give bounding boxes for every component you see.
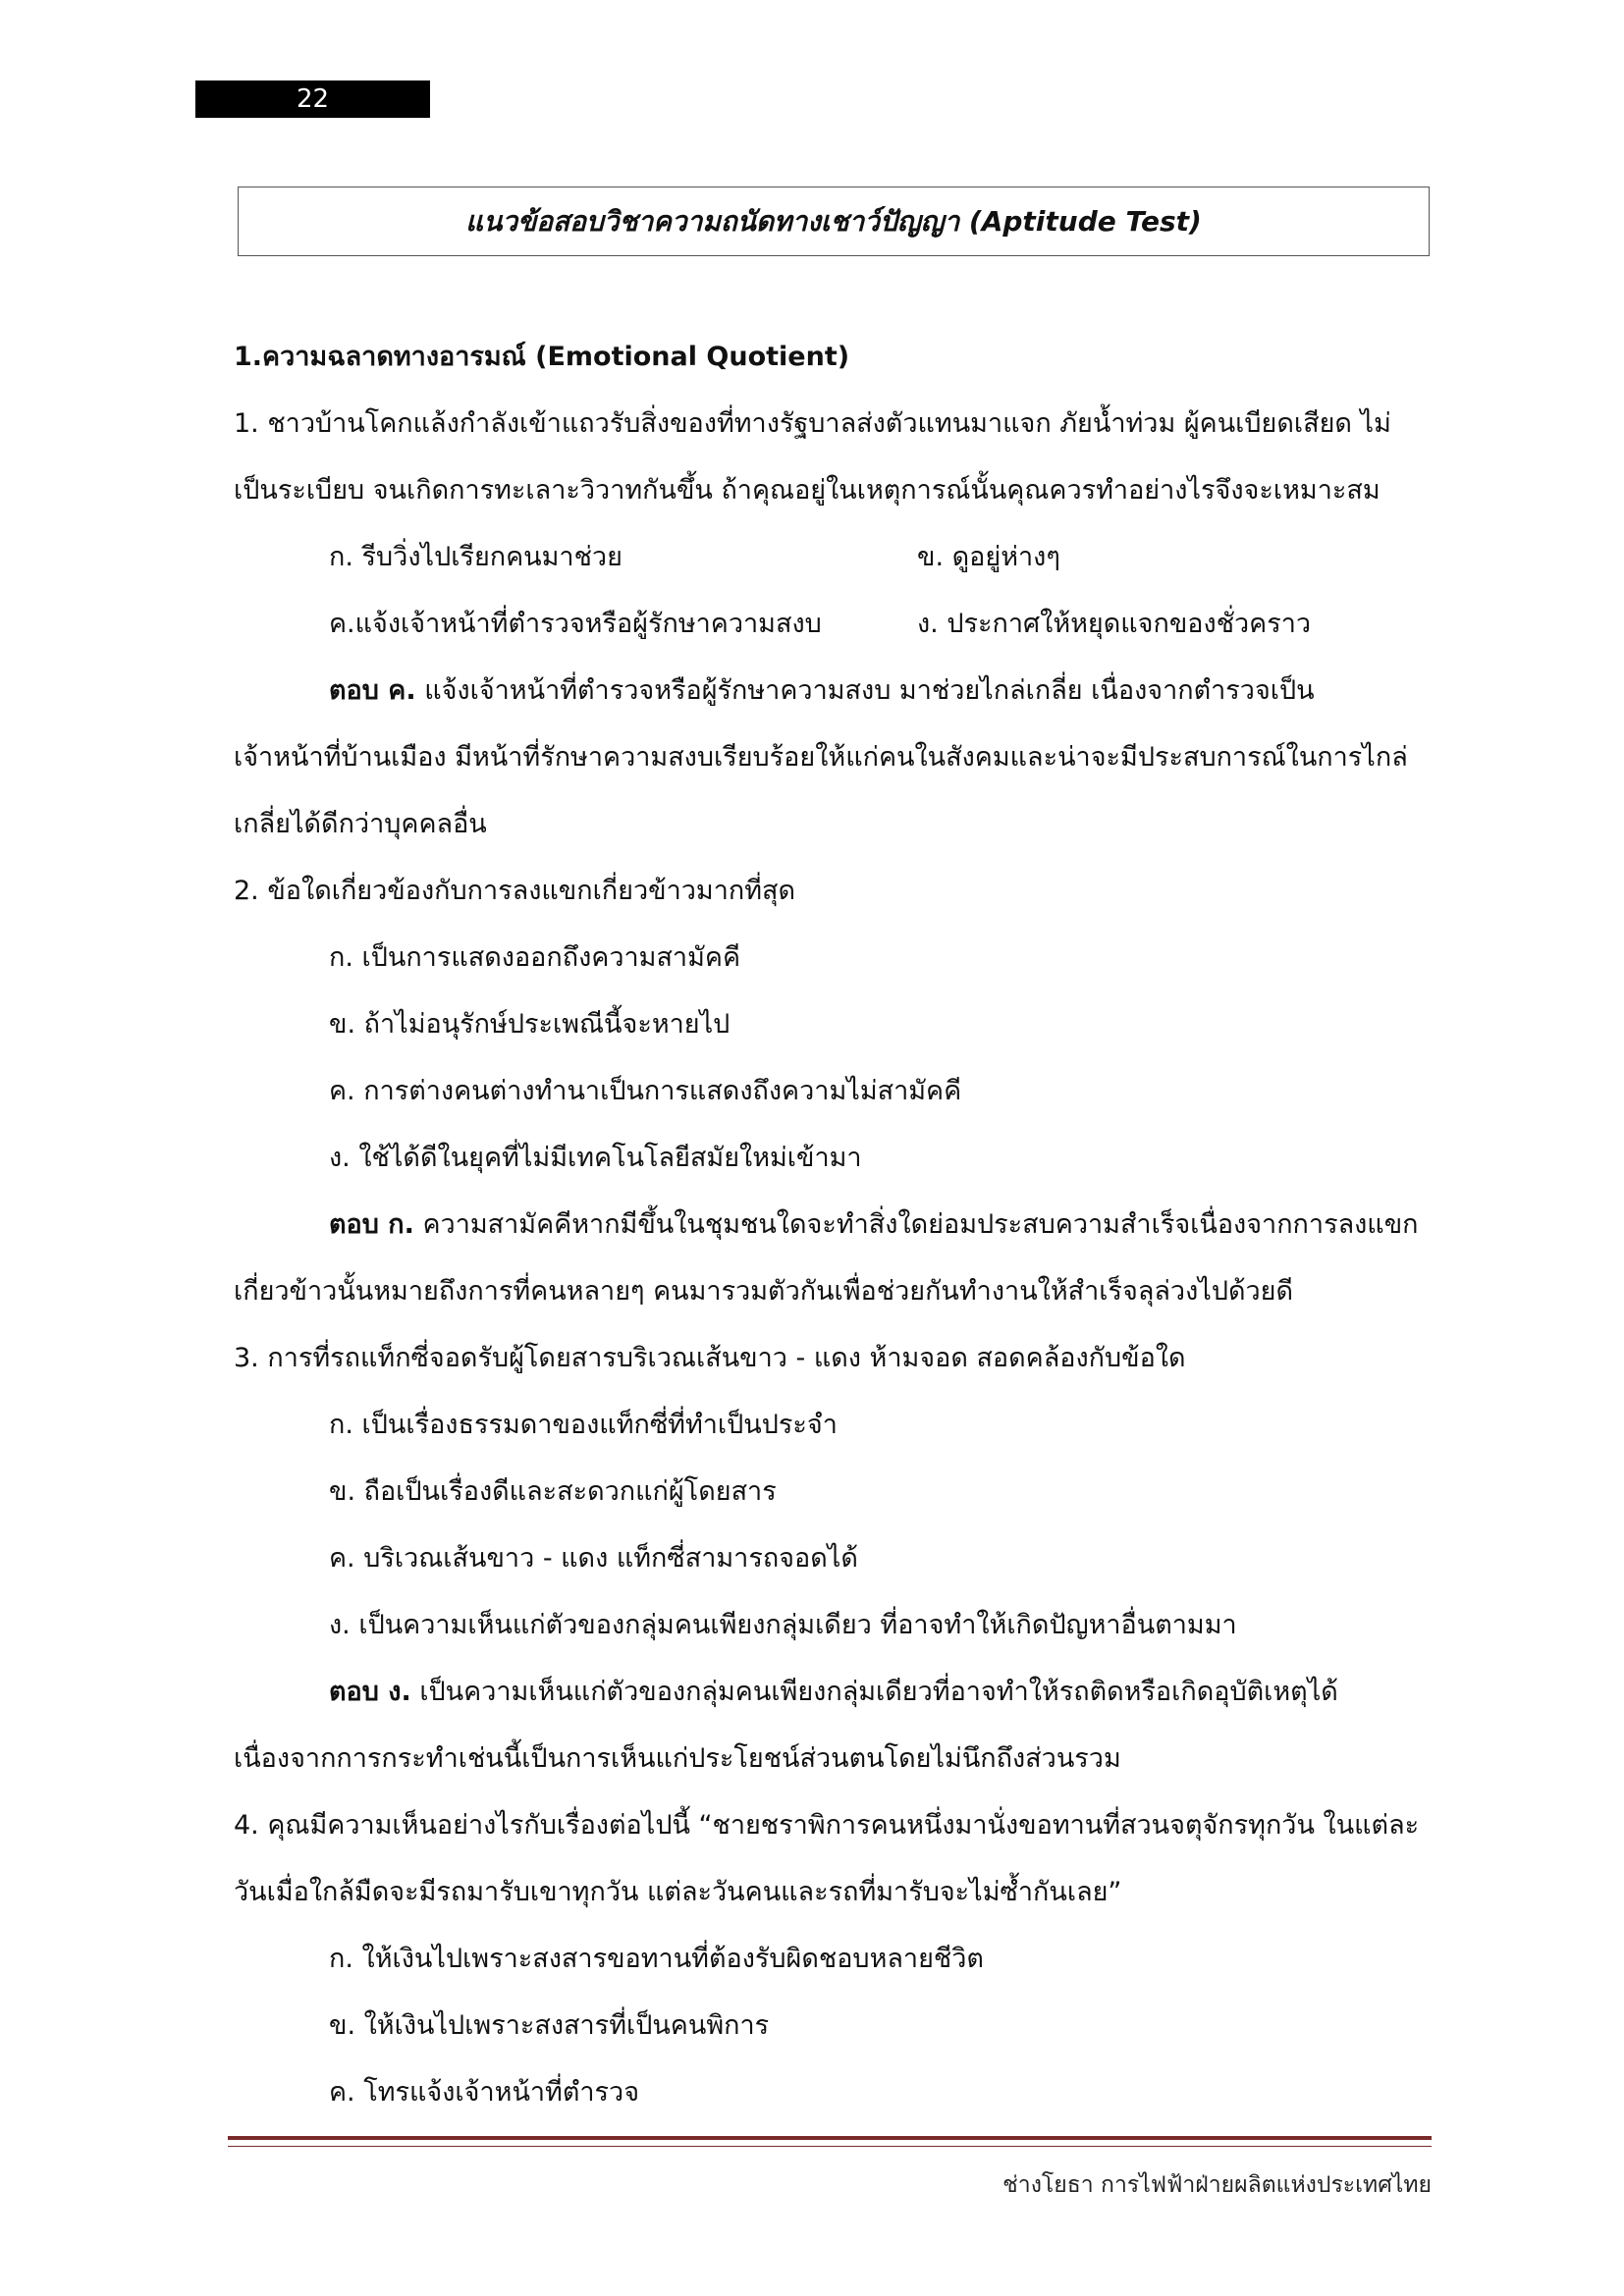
page-title-box	[238, 187, 1430, 256]
q3-answer-label: ตอบ ง.	[329, 1677, 411, 1707]
q2-choice-d: ง. ใช้ได้ดีในยุคที่ไม่มีเทคโนโลยีสมัยใหม่เข้ามา	[329, 1143, 862, 1173]
footer-text: ช่างโยธา การไฟฟ้าฝ่ายผลิตแห่งประเทศไทย	[1002, 2172, 1432, 2198]
q3-choice-b: ข. ถือเป็นเรื่องดีและสะดวกแก่ผู้โดยสาร	[329, 1476, 777, 1507]
q4-choice-b: ข. ให้เงินไปเพราะสงสารที่เป็นคนพิการ	[329, 2010, 770, 2041]
q1-answer-text1: แจ้งเจ้าหน้าที่ตำรวจหรือผู้รักษาความสงบ มาช่วยไกล่เกลี่ย เนื่องจากตำรวจเป็น	[415, 675, 1315, 706]
q4-text-line2: วันเมื่อใกล้มืดจะมีรถมารับเขาทุกวัน แต่ละวันคนและรถที่มารับจะไม่ซ้ำกันเลย”	[234, 1877, 1122, 1907]
q1-text-line1: 1. ชาวบ้านโคกแล้งกำลังเข้าแถวรับสิ่งของที่ทางรัฐบาลส่งตัวแทนมาแจก ภัยน้ำท่วม ผู้คนเบียดเสียด ไม่	[234, 408, 1391, 439]
q2-choice-b: ข. ถ้าไม่อนุรักษ์ประเพณีนี้จะหายไป	[329, 1009, 731, 1040]
footer-rule-thin	[228, 2146, 1432, 2147]
q3-choice-c: ค. บริเวณเส้นขาว - แดง แท็กซี่สามารถจอดได้	[329, 1543, 858, 1574]
q1-choices-row1	[234, 534, 1432, 601]
q1-choice-c: ค.แจ้งเจ้าหน้าที่ตำรวจหรือผู้รักษาความสงบ	[329, 609, 822, 639]
footer-rule-thick	[228, 2136, 1432, 2140]
q1-answer-line1	[234, 667, 1432, 734]
q1-choice-d: ง. ประกาศให้หยุดแจกของชั่วคราว	[917, 609, 1312, 639]
q2-answer-label: ตอบ ก.	[329, 1209, 414, 1240]
q1-choices-row2	[234, 601, 1432, 667]
q1-answer-line2: เจ้าหน้าที่บ้านเมือง มีหน้าที่รักษาความสงบเรียบร้อยให้แก่คนในสังคมและน่าจะมีประสบการณ์ในการไกล่	[234, 742, 1408, 773]
page-title: แนวข้อสอบวิชาความถนัดทางเชาว์ปัญญา (Aptitude Test)	[465, 204, 1202, 238]
q4-text-line1: 4. คุณมีความเห็นอย่างไรกับเรื่องต่อไปนี้ “ชายชราพิการคนหนึ่งมานั่งขอทานที่สวนจตุจักรทุกวัน ในแต่ละ	[234, 1810, 1420, 1841]
q3-text-line1: 3. การที่รถแท็กซี่จอดรับผู้โดยสารบริเวณเส้นขาว - แดง ห้ามจอด สอดคล้องกับข้อใด	[234, 1343, 1186, 1373]
q1-choice-a: ก. รีบวิ่งไปเรียกคนมาช่วย	[329, 542, 623, 572]
q3-choice-a: ก. เป็นเรื่องธรรมดาของแท็กซี่ที่ทำเป็นประจำ	[329, 1410, 838, 1440]
q1-choice-b: ข. ดูอยู่ห่างๆ	[917, 542, 1060, 572]
q1-answer-line3: เกลี่ยได้ดีกว่าบุคคลอื่น	[234, 809, 487, 839]
q3-answer-text1: เป็นความเห็นแก่ตัวของกลุ่มคนเพียงกลุ่มเดียวที่อาจทำให้รถติดหรือเกิดอุบัติเหตุได้	[410, 1677, 1338, 1707]
q3-answer-line1	[234, 1669, 1432, 1735]
q1-text-line2: เป็นระเบียบ จนเกิดการทะเลาะวิวาทกันขึ้น ถ้าคุณอยู่ในเหตุการณ์นั้นคุณควรทำอย่างไรจึงจะเหมาะสม	[234, 475, 1380, 506]
q4-choice-c: ค. โทรแจ้งเจ้าหน้าที่ตำรวจ	[329, 2077, 640, 2108]
q3-choice-d: ง. เป็นความเห็นแก่ตัวของกลุ่มคนเพียงกลุ่มเดียว ที่อาจทำให้เกิดปัญหาอื่นตามมา	[329, 1610, 1237, 1640]
document-body	[234, 334, 1432, 2136]
q2-answer-text1: ความสามัคคีหากมีขึ้นในชุมชนใดจะทำสิ่งใดย่อมประสบความสำเร็จเนื่องจากการลงแขก	[413, 1209, 1419, 1240]
q2-choice-c: ค. การต่างคนต่างทำนาเป็นการแสดงถึงความไม่สามัคคี	[329, 1076, 962, 1106]
q2-text-line1: 2. ข้อใดเกี่ยวข้องกับการลงแขกเกี่ยวข้าวมากที่สุด	[234, 876, 796, 906]
page-number: 22	[195, 80, 430, 118]
q1-answer-label: ตอบ ค.	[329, 675, 416, 706]
q2-answer-line2: เกี่ยวข้าวนั้นหมายถึงการที่คนหลายๆ คนมารวมตัวกันเพื่อช่วยกันทำงานให้สำเร็จลุล่วงไปด้วยดี	[234, 1276, 1294, 1307]
q3-answer-line2: เนื่องจากการกระทำเช่นนี้เป็นการเห็นแก่ประโยชน์ส่วนตนโดยไม่นึกถึงส่วนรวม	[234, 1743, 1121, 1774]
q2-answer-line1	[234, 1201, 1432, 1268]
q4-choice-a: ก. ให้เงินไปเพราะสงสารขอทานที่ต้องรับผิดชอบหลายชีวิต	[329, 1944, 984, 1974]
section-heading: 1.ความฉลาดทางอารมณ์ (Emotional Quotient)	[234, 342, 850, 372]
q2-choice-a: ก. เป็นการแสดงออกถึงความสามัคคี	[329, 942, 741, 973]
